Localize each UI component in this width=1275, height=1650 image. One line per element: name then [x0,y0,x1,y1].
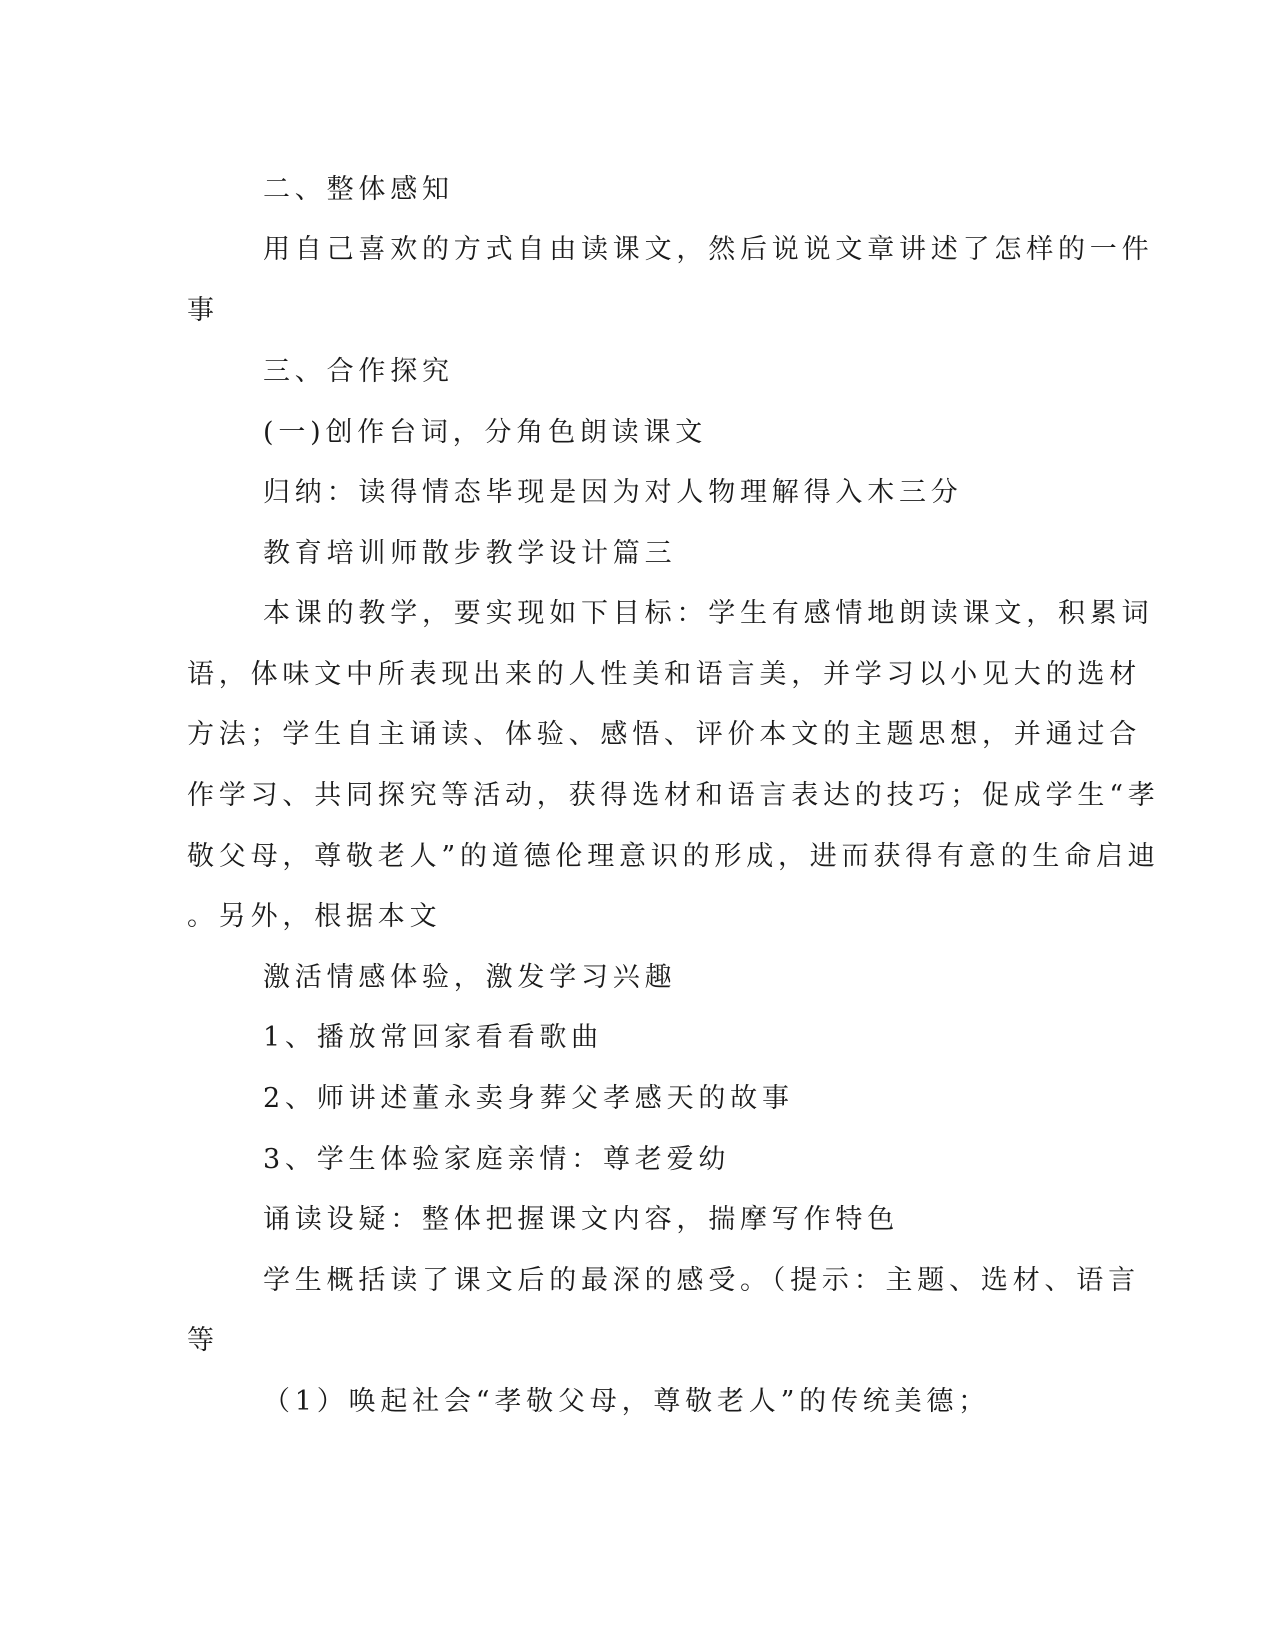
paragraph-line: 等 [187,1325,219,1356]
paragraph-line: 敬父母，尊敬老人”的道德伦理意识的形成，进而获得有意的生命启迪 [187,841,1160,872]
paragraph-line: 归纳：读得情态毕现是因为对人物理解得入木三分 [263,477,963,508]
paragraph-line: 事 [187,295,219,326]
list-item: 2、师讲述董永卖身葬父孝感天的故事 [263,1083,794,1114]
section-heading: 二、整体感知 [263,174,454,205]
paragraph-line: 语，体味文中所表现出来的人性美和语言美，并学习以小见大的选材 [187,659,1141,690]
paragraph-line: 激活情感体验，激发学习兴趣 [263,962,677,993]
paragraph-line: 方法；学生自主诵读、体验、感悟、评价本文的主题思想，并通过合 [187,719,1141,750]
section-heading: 三、合作探究 [263,356,454,387]
list-item: 1、播放常回家看看歌曲 [263,1022,603,1053]
paragraph-line: 。另外，根据本文 [187,901,442,932]
paragraph-line: 用自己喜欢的方式自由读课文，然后说说文章讲述了怎样的一件 [263,234,1154,265]
paragraph-line: 诵读设疑：整体把握课文内容，揣摩写作特色 [263,1204,899,1235]
list-item: （1）唤起社会“孝敬父母，尊敬老人”的传统美德； [263,1386,990,1417]
paragraph-line: 作学习、共同探究等活动，获得选材和语言表达的技巧；促成学生“孝 [187,780,1160,811]
list-item: 3、学生体验家庭亲情：尊老爱幼 [263,1144,731,1175]
paragraph-line: 学生概括读了课文后的最深的感受。（提示：主题、选材、语言 [263,1265,1140,1296]
section-heading: 教育培训师散步教学设计篇三 [263,538,677,569]
subsection-heading: (一)创作台词，分角色朗读课文 [263,417,708,448]
paragraph-line: 本课的教学，要实现如下目标：学生有感情地朗读课文，积累词 [263,598,1154,629]
